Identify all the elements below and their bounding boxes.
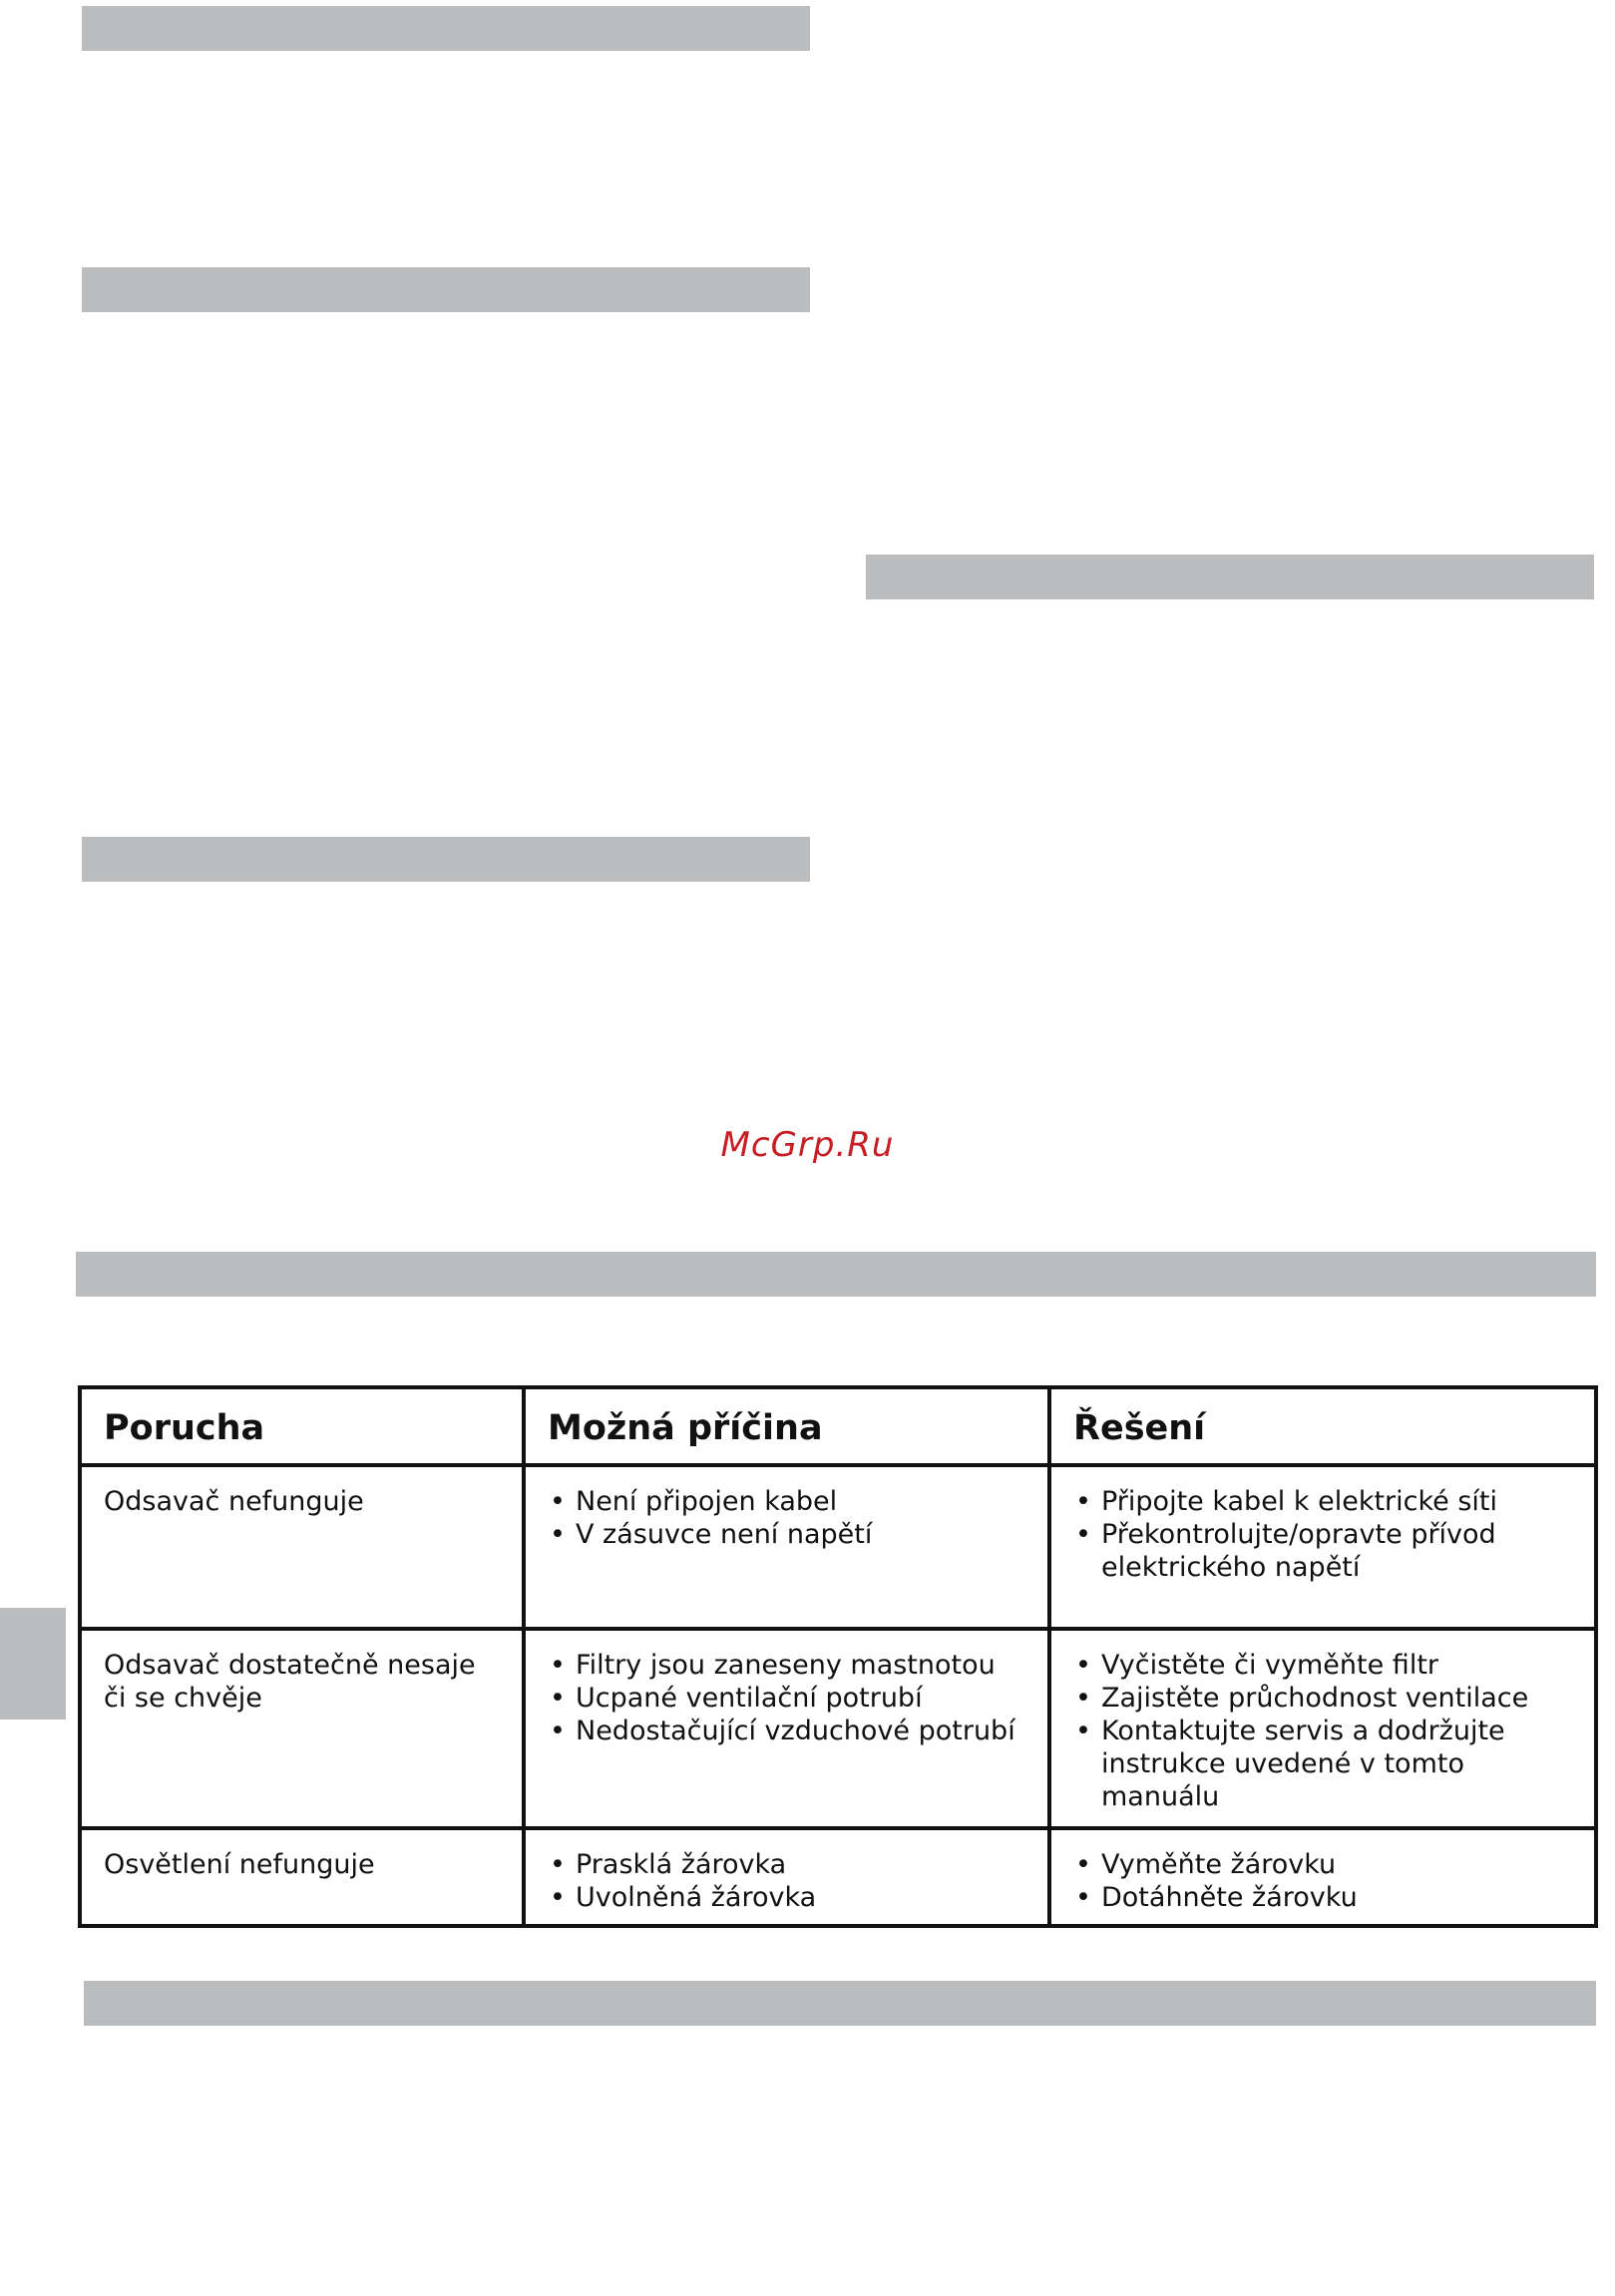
table-row (80, 1465, 1596, 1629)
solution-cell (1049, 1465, 1596, 1629)
section-header-bar-3 (866, 555, 1594, 599)
solution-cell (1049, 1828, 1596, 1926)
header-cause: Možná příčina (524, 1387, 1049, 1465)
header-fault: Porucha (80, 1387, 524, 1465)
cause-item: • Není připojen kabel (548, 1485, 1025, 1518)
fault-cell: Odsavač nefunguje (80, 1465, 524, 1629)
solution-item: • Připojte kabel k elektrické síti (1073, 1485, 1572, 1518)
cause-item: • Nedostačující vzduchové potrubí (548, 1715, 1025, 1747)
section-header-bar-4 (82, 837, 810, 882)
page-side-tab (0, 1608, 66, 1720)
section-header-bar-5 (76, 1252, 1596, 1297)
table-row (80, 1629, 1596, 1828)
header-solution: Řešení (1049, 1387, 1596, 1465)
fault-cell: Odsavač dostatečně nesaje či se chvěje (80, 1629, 524, 1828)
cause-item: • Prasklá žárovka (548, 1848, 1025, 1881)
section-header-bar-2 (82, 267, 810, 312)
troubleshooting-table (78, 1385, 1598, 1928)
solution-item: • Vyměňte žárovku (1073, 1848, 1572, 1881)
section-header-bar-1 (82, 6, 810, 51)
fault-cell: Osvětlení nefunguje (80, 1828, 524, 1926)
solution-item: • Překontrolujte/opravte přívod elektrického napětí (1073, 1518, 1572, 1584)
section-header-bar-6 (84, 1981, 1596, 2026)
solution-item: • Vyčistěte či vyměňte filtr (1073, 1649, 1572, 1682)
cause-cell (524, 1828, 1049, 1926)
watermark: McGrp.Ru (720, 1125, 895, 1165)
solution-item: • Dotáhněte žárovku (1073, 1881, 1572, 1914)
cause-item: • Ucpané ventilační potrubí (548, 1682, 1025, 1715)
solution-item: • Zajistěte průchodnost ventilace (1073, 1682, 1572, 1715)
cause-cell (524, 1465, 1049, 1629)
solution-item: • Kontaktujte servis a dodržujte instrukce uvedené v tomto manuálu (1073, 1715, 1572, 1813)
cause-item: • Uvolněná žárovka (548, 1881, 1025, 1914)
cause-item: • V zásuvce není napětí (548, 1518, 1025, 1551)
cause-cell (524, 1629, 1049, 1828)
table-header-row (80, 1387, 1596, 1465)
solution-cell (1049, 1629, 1596, 1828)
cause-item: • Filtry jsou zaneseny mastnotou (548, 1649, 1025, 1682)
table-row (80, 1828, 1596, 1926)
